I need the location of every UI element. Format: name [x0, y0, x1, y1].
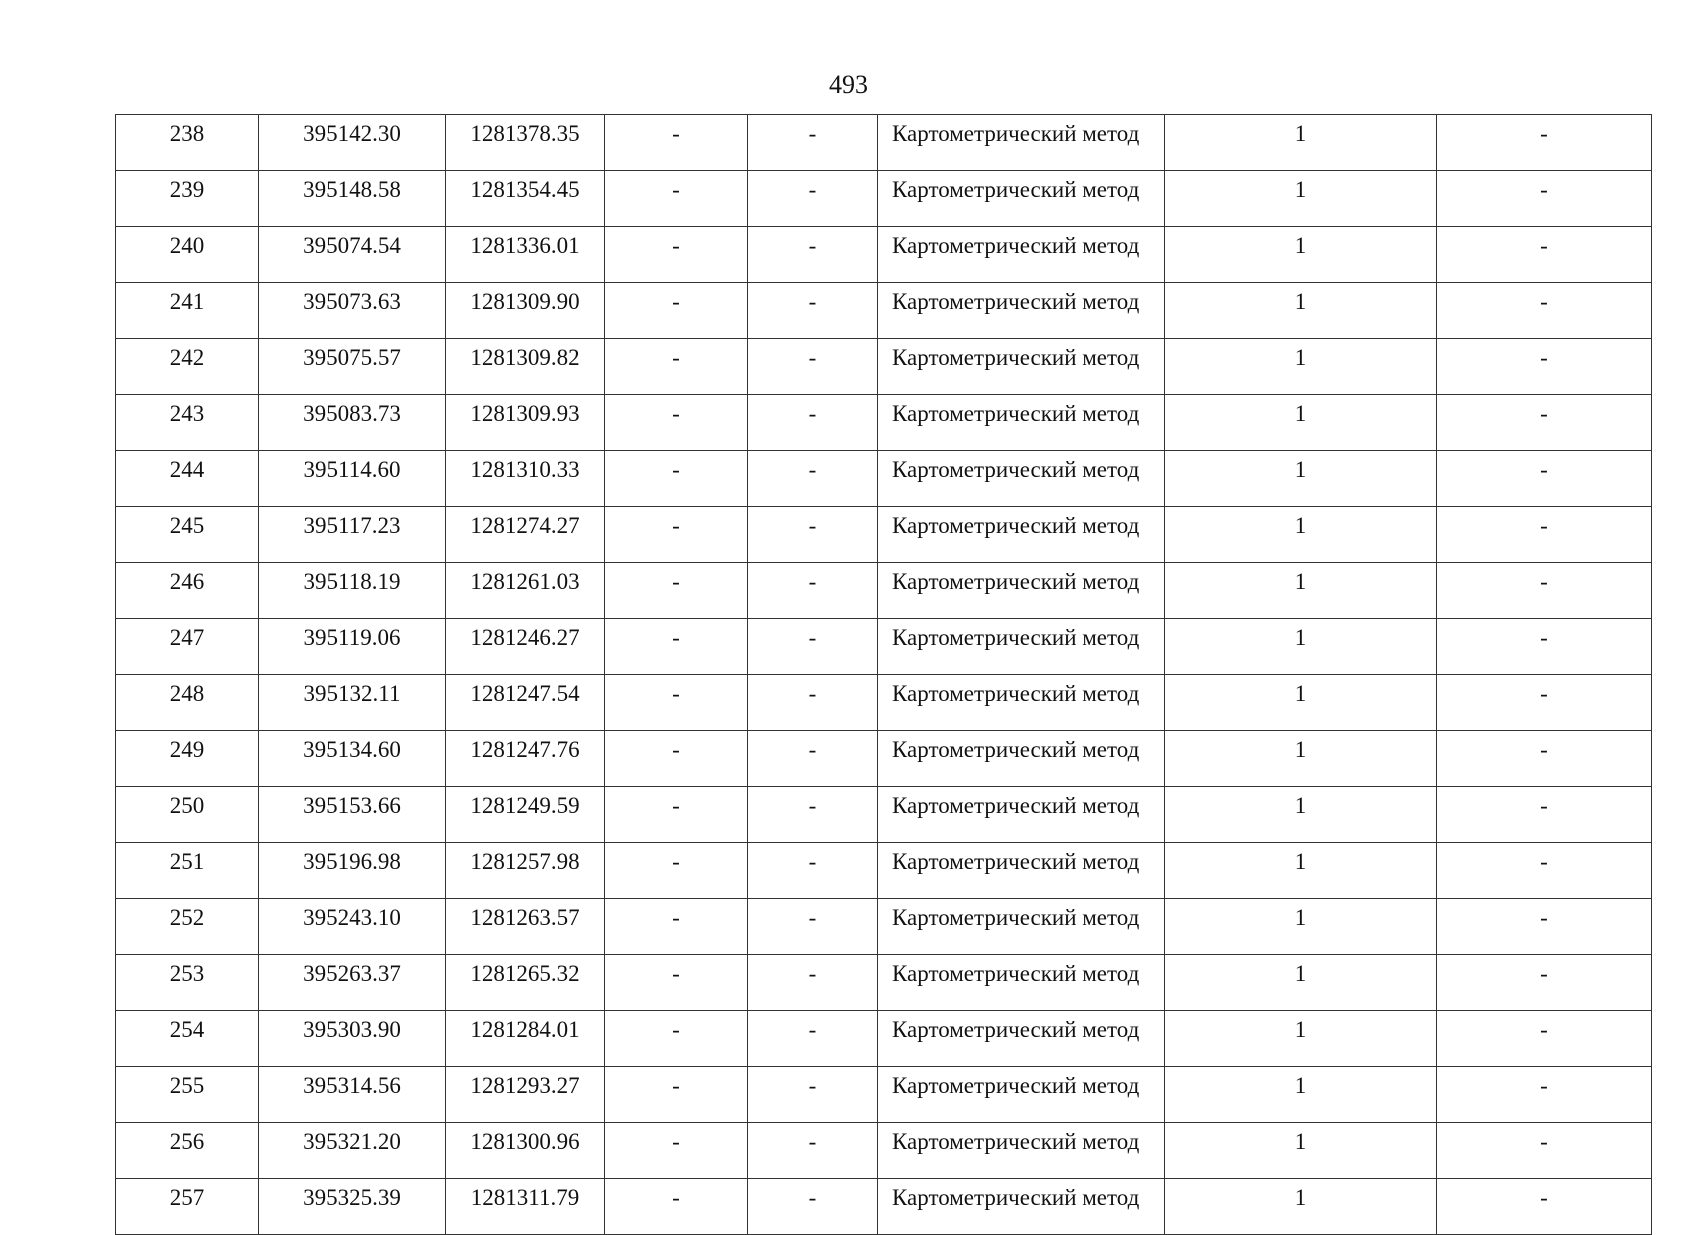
empty-cell-a: - [605, 563, 748, 619]
method-cell: Картометрический метод [878, 395, 1165, 451]
page-number: 493 [829, 70, 868, 99]
empty-cell-b: - [748, 339, 878, 395]
y-coordinate-cell: 1281309.93 [446, 395, 605, 451]
accuracy-cell: 1 [1165, 227, 1437, 283]
point-number-cell: 244 [116, 451, 259, 507]
point-number-cell: 256 [116, 1123, 259, 1179]
empty-cell-c: - [1437, 731, 1652, 787]
empty-cell-c: - [1437, 619, 1652, 675]
x-coordinate-cell: 395196.98 [259, 843, 446, 899]
empty-cell-b: - [748, 451, 878, 507]
table-row [116, 619, 1652, 675]
table-row [116, 563, 1652, 619]
point-number-cell: 245 [116, 507, 259, 563]
empty-cell-a: - [605, 899, 748, 955]
x-coordinate-cell: 395083.73 [259, 395, 446, 451]
empty-cell-b: - [748, 507, 878, 563]
empty-cell-a: - [605, 1067, 748, 1123]
empty-cell-c: - [1437, 507, 1652, 563]
table-row [116, 1011, 1652, 1067]
method-cell: Картометрический метод [878, 843, 1165, 899]
y-coordinate-cell: 1281247.76 [446, 731, 605, 787]
empty-cell-a: - [605, 955, 748, 1011]
y-coordinate-cell: 1281336.01 [446, 227, 605, 283]
empty-cell-b: - [748, 1123, 878, 1179]
y-coordinate-cell: 1281261.03 [446, 563, 605, 619]
y-coordinate-cell: 1281249.59 [446, 787, 605, 843]
empty-cell-a: - [605, 1179, 748, 1235]
empty-cell-a: - [605, 283, 748, 339]
empty-cell-a: - [605, 731, 748, 787]
empty-cell-c: - [1437, 115, 1652, 171]
empty-cell-a: - [605, 787, 748, 843]
accuracy-cell: 1 [1165, 395, 1437, 451]
empty-cell-a: - [605, 619, 748, 675]
empty-cell-a: - [605, 227, 748, 283]
y-coordinate-cell: 1281311.79 [446, 1179, 605, 1235]
empty-cell-b: - [748, 171, 878, 227]
empty-cell-c: - [1437, 1067, 1652, 1123]
point-number-cell: 239 [116, 171, 259, 227]
empty-cell-a: - [605, 115, 748, 171]
y-coordinate-cell: 1281247.54 [446, 675, 605, 731]
accuracy-cell: 1 [1165, 899, 1437, 955]
empty-cell-c: - [1437, 563, 1652, 619]
method-cell: Картометрический метод [878, 899, 1165, 955]
table-row [116, 283, 1652, 339]
empty-cell-b: - [748, 787, 878, 843]
y-coordinate-cell: 1281246.27 [446, 619, 605, 675]
accuracy-cell: 1 [1165, 955, 1437, 1011]
empty-cell-a: - [605, 675, 748, 731]
empty-cell-c: - [1437, 1123, 1652, 1179]
empty-cell-b: - [748, 563, 878, 619]
point-number-cell: 257 [116, 1179, 259, 1235]
y-coordinate-cell: 1281257.98 [446, 843, 605, 899]
point-number-cell: 247 [116, 619, 259, 675]
point-number-cell: 250 [116, 787, 259, 843]
empty-cell-b: - [748, 731, 878, 787]
table-row [116, 395, 1652, 451]
method-cell: Картометрический метод [878, 283, 1165, 339]
empty-cell-c: - [1437, 1179, 1652, 1235]
empty-cell-b: - [748, 395, 878, 451]
x-coordinate-cell: 395153.66 [259, 787, 446, 843]
y-coordinate-cell: 1281265.32 [446, 955, 605, 1011]
x-coordinate-cell: 395075.57 [259, 339, 446, 395]
empty-cell-b: - [748, 843, 878, 899]
x-coordinate-cell: 395321.20 [259, 1123, 446, 1179]
empty-cell-a: - [605, 395, 748, 451]
x-coordinate-cell: 395325.39 [259, 1179, 446, 1235]
accuracy-cell: 1 [1165, 507, 1437, 563]
empty-cell-b: - [748, 1067, 878, 1123]
point-number-cell: 248 [116, 675, 259, 731]
empty-cell-c: - [1437, 675, 1652, 731]
empty-cell-b: - [748, 955, 878, 1011]
point-number-cell: 254 [116, 1011, 259, 1067]
empty-cell-c: - [1437, 171, 1652, 227]
y-coordinate-cell: 1281354.45 [446, 171, 605, 227]
empty-cell-a: - [605, 507, 748, 563]
point-number-cell: 251 [116, 843, 259, 899]
empty-cell-b: - [748, 283, 878, 339]
accuracy-cell: 1 [1165, 339, 1437, 395]
accuracy-cell: 1 [1165, 787, 1437, 843]
x-coordinate-cell: 395142.30 [259, 115, 446, 171]
empty-cell-c: - [1437, 899, 1652, 955]
y-coordinate-cell: 1281274.27 [446, 507, 605, 563]
y-coordinate-cell: 1281378.35 [446, 115, 605, 171]
x-coordinate-cell: 395117.23 [259, 507, 446, 563]
empty-cell-c: - [1437, 787, 1652, 843]
table-row [116, 675, 1652, 731]
x-coordinate-cell: 395119.06 [259, 619, 446, 675]
method-cell: Картометрический метод [878, 227, 1165, 283]
empty-cell-b: - [748, 675, 878, 731]
accuracy-cell: 1 [1165, 1123, 1437, 1179]
accuracy-cell: 1 [1165, 619, 1437, 675]
coordinates-table [115, 114, 1652, 1235]
point-number-cell: 246 [116, 563, 259, 619]
method-cell: Картометрический метод [878, 115, 1165, 171]
accuracy-cell: 1 [1165, 1067, 1437, 1123]
empty-cell-c: - [1437, 843, 1652, 899]
y-coordinate-cell: 1281284.01 [446, 1011, 605, 1067]
empty-cell-a: - [605, 1123, 748, 1179]
table-row [116, 171, 1652, 227]
accuracy-cell: 1 [1165, 563, 1437, 619]
empty-cell-b: - [748, 899, 878, 955]
empty-cell-c: - [1437, 955, 1652, 1011]
empty-cell-a: - [605, 171, 748, 227]
empty-cell-b: - [748, 1179, 878, 1235]
table-row [116, 451, 1652, 507]
accuracy-cell: 1 [1165, 1179, 1437, 1235]
y-coordinate-cell: 1281310.33 [446, 451, 605, 507]
table-row [116, 115, 1652, 171]
point-number-cell: 255 [116, 1067, 259, 1123]
empty-cell-a: - [605, 843, 748, 899]
accuracy-cell: 1 [1165, 843, 1437, 899]
empty-cell-a: - [605, 451, 748, 507]
method-cell: Картометрический метод [878, 339, 1165, 395]
table-row [116, 843, 1652, 899]
table-row [116, 787, 1652, 843]
table-body [116, 115, 1652, 1235]
y-coordinate-cell: 1281300.96 [446, 1123, 605, 1179]
point-number-cell: 242 [116, 339, 259, 395]
empty-cell-b: - [748, 619, 878, 675]
x-coordinate-cell: 395114.60 [259, 451, 446, 507]
point-number-cell: 240 [116, 227, 259, 283]
x-coordinate-cell: 395148.58 [259, 171, 446, 227]
method-cell: Картометрический метод [878, 619, 1165, 675]
method-cell: Картометрический метод [878, 171, 1165, 227]
x-coordinate-cell: 395074.54 [259, 227, 446, 283]
accuracy-cell: 1 [1165, 451, 1437, 507]
table-row [116, 507, 1652, 563]
x-coordinate-cell: 395134.60 [259, 731, 446, 787]
y-coordinate-cell: 1281293.27 [446, 1067, 605, 1123]
empty-cell-a: - [605, 339, 748, 395]
table-row [116, 339, 1652, 395]
accuracy-cell: 1 [1165, 283, 1437, 339]
empty-cell-b: - [748, 1011, 878, 1067]
accuracy-cell: 1 [1165, 171, 1437, 227]
empty-cell-b: - [748, 227, 878, 283]
point-number-cell: 252 [116, 899, 259, 955]
method-cell: Картометрический метод [878, 1067, 1165, 1123]
accuracy-cell: 1 [1165, 731, 1437, 787]
point-number-cell: 253 [116, 955, 259, 1011]
empty-cell-a: - [605, 1011, 748, 1067]
x-coordinate-cell: 395263.37 [259, 955, 446, 1011]
y-coordinate-cell: 1281263.57 [446, 899, 605, 955]
x-coordinate-cell: 395073.63 [259, 283, 446, 339]
empty-cell-c: - [1437, 283, 1652, 339]
x-coordinate-cell: 395132.11 [259, 675, 446, 731]
table-row [116, 731, 1652, 787]
accuracy-cell: 1 [1165, 1011, 1437, 1067]
empty-cell-c: - [1437, 451, 1652, 507]
empty-cell-c: - [1437, 227, 1652, 283]
table-row [116, 899, 1652, 955]
x-coordinate-cell: 395303.90 [259, 1011, 446, 1067]
accuracy-cell: 1 [1165, 675, 1437, 731]
y-coordinate-cell: 1281309.90 [446, 283, 605, 339]
table-row [116, 227, 1652, 283]
x-coordinate-cell: 395118.19 [259, 563, 446, 619]
method-cell: Картометрический метод [878, 1179, 1165, 1235]
empty-cell-c: - [1437, 339, 1652, 395]
method-cell: Картометрический метод [878, 1011, 1165, 1067]
table-row [116, 1067, 1652, 1123]
x-coordinate-cell: 395243.10 [259, 899, 446, 955]
point-number-cell: 238 [116, 115, 259, 171]
method-cell: Картометрический метод [878, 563, 1165, 619]
table-row [116, 955, 1652, 1011]
accuracy-cell: 1 [1165, 115, 1437, 171]
point-number-cell: 243 [116, 395, 259, 451]
x-coordinate-cell: 395314.56 [259, 1067, 446, 1123]
empty-cell-c: - [1437, 1011, 1652, 1067]
table-row [116, 1179, 1652, 1235]
method-cell: Картометрический метод [878, 451, 1165, 507]
method-cell: Картометрический метод [878, 507, 1165, 563]
empty-cell-c: - [1437, 395, 1652, 451]
table-row [116, 1123, 1652, 1179]
method-cell: Картометрический метод [878, 675, 1165, 731]
method-cell: Картометрический метод [878, 955, 1165, 1011]
method-cell: Картометрический метод [878, 731, 1165, 787]
point-number-cell: 249 [116, 731, 259, 787]
method-cell: Картометрический метод [878, 787, 1165, 843]
y-coordinate-cell: 1281309.82 [446, 339, 605, 395]
point-number-cell: 241 [116, 283, 259, 339]
empty-cell-b: - [748, 115, 878, 171]
method-cell: Картометрический метод [878, 1123, 1165, 1179]
